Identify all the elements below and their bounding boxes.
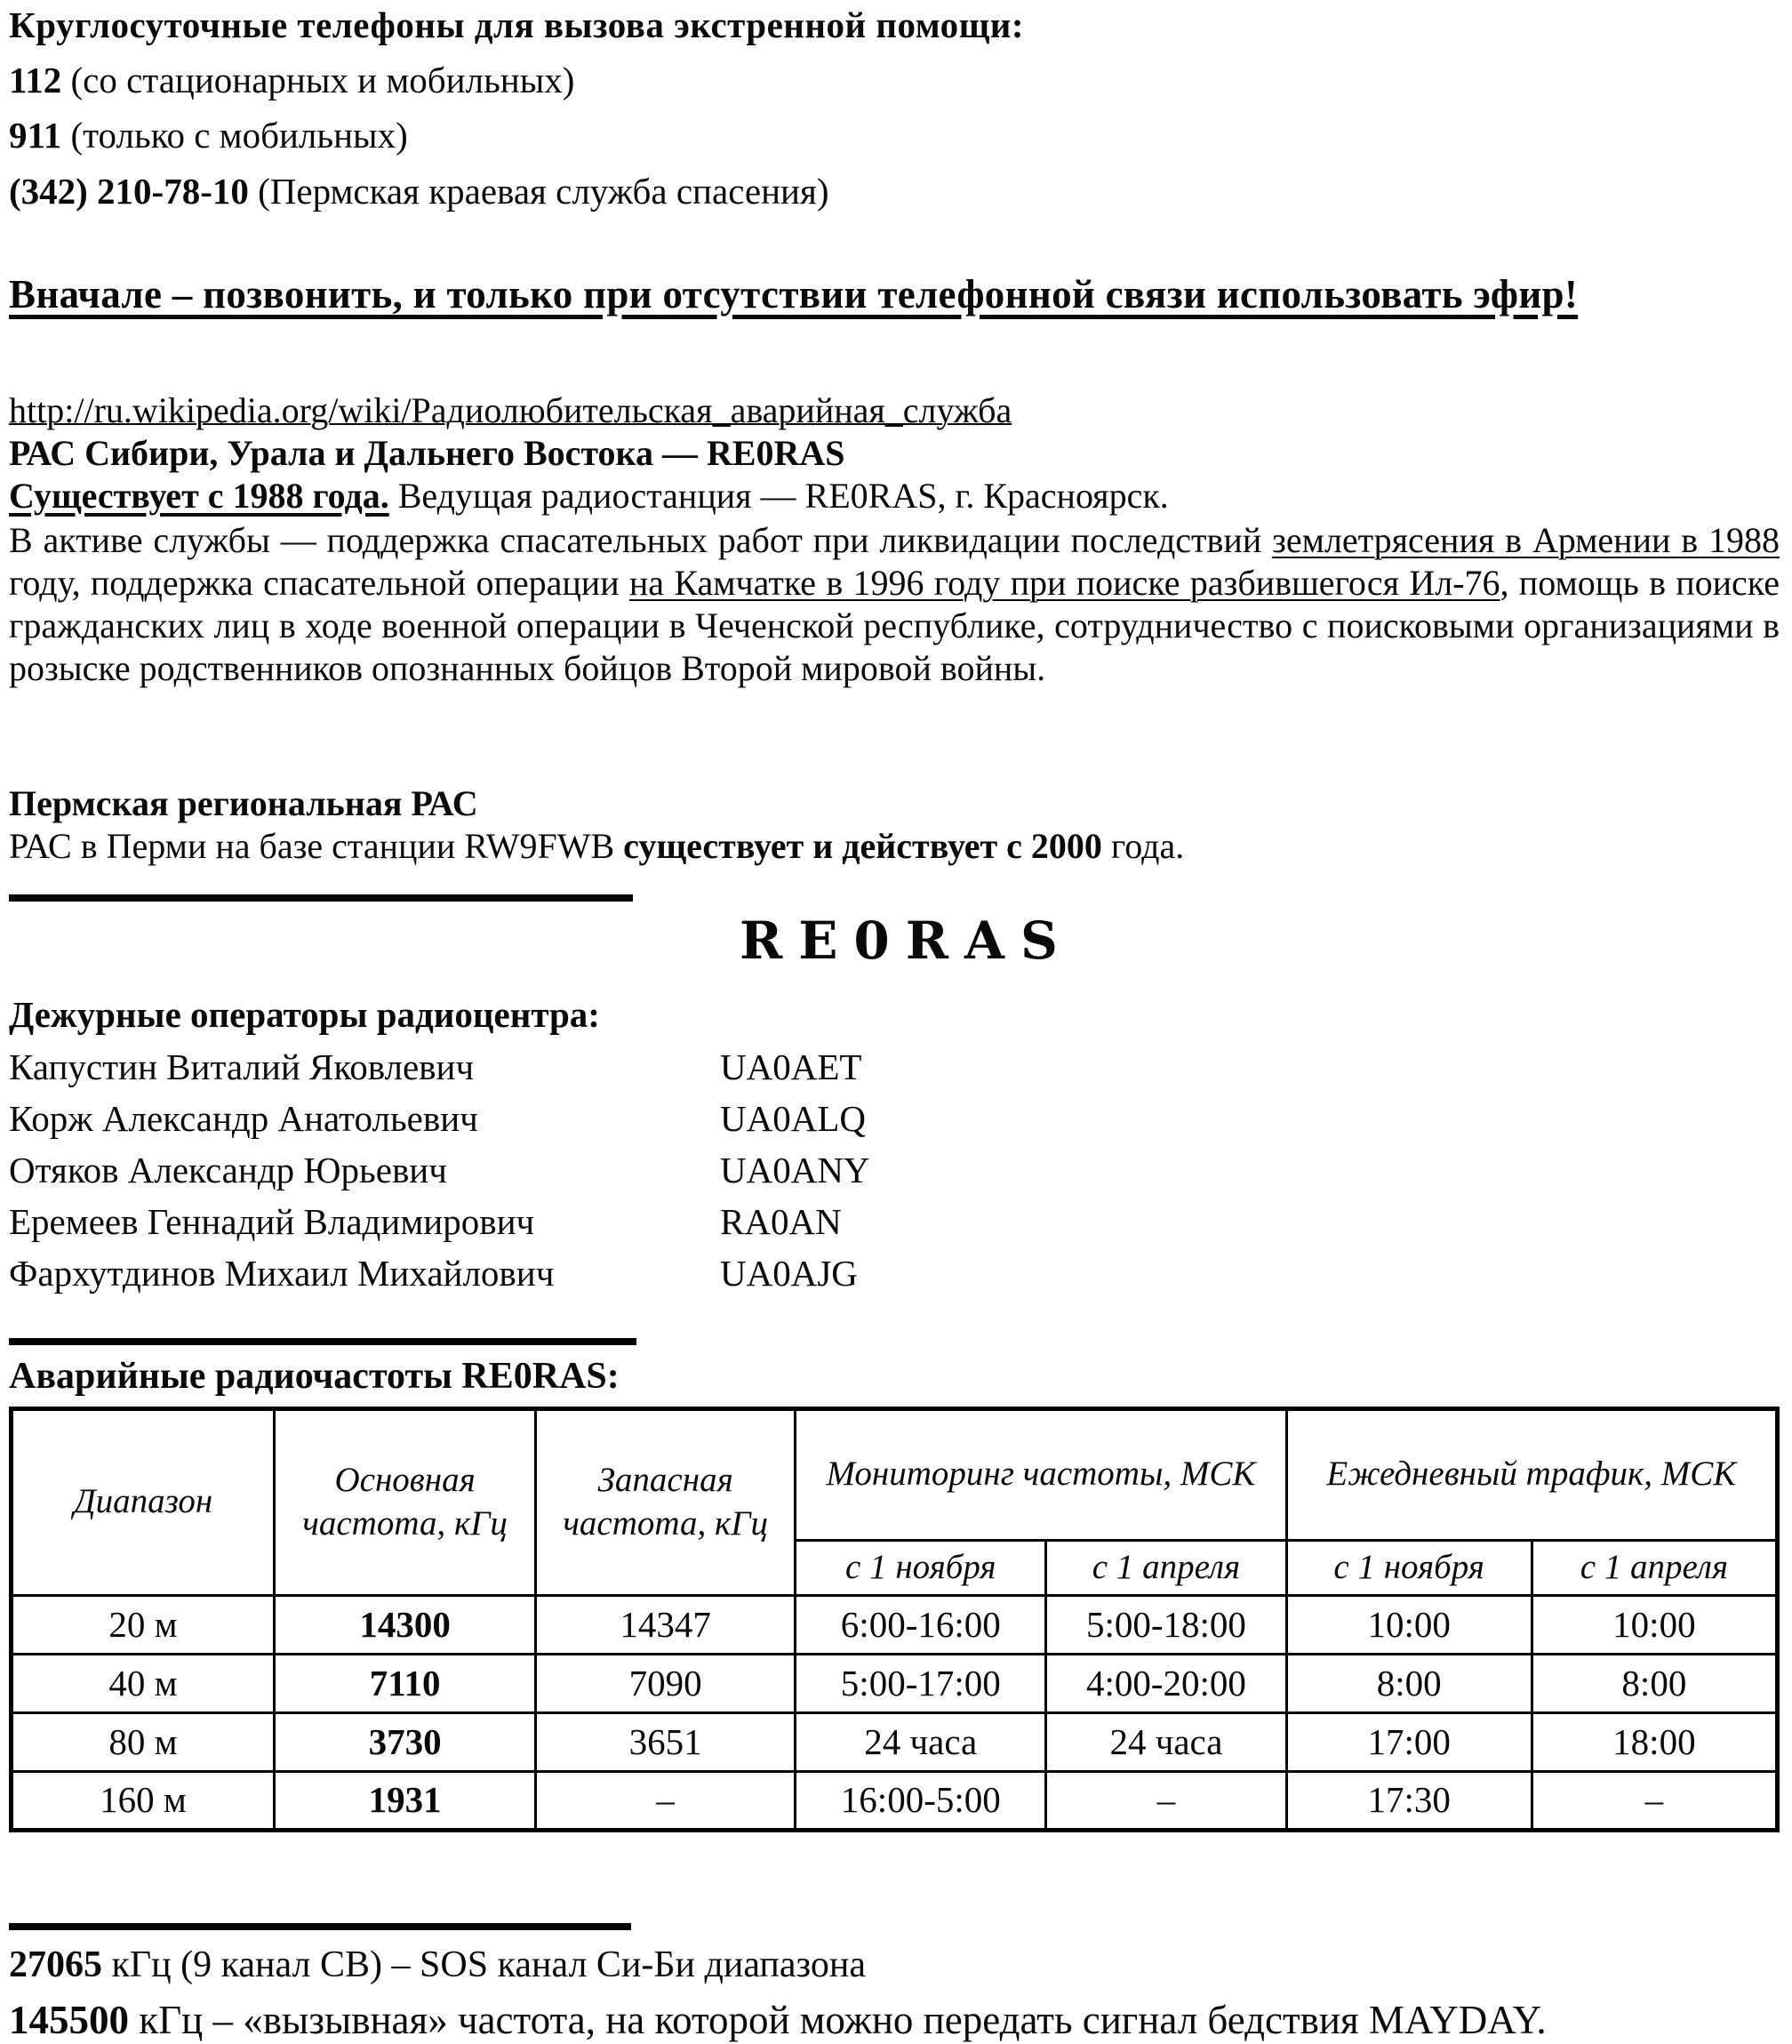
col-header-monitoring: Мониторинг частоты, МСК [796,1408,1286,1540]
cell-main-freq: 3730 [275,1712,536,1771]
cell-daily-november: 17:00 [1286,1712,1532,1771]
cell-monitoring-november: 6:00-16:00 [796,1595,1046,1654]
history-text: , помощь в поиске гражданских лиц в ходе военной операции в Чеченской республике, сотрудничество с поисковыми организациями в розыске родственников опознанных бойцов Второй мировой войны. [9,562,1780,688]
cell-monitoring-april: – [1046,1771,1286,1830]
col-header-backup-freq: Запасная частота, кГц [536,1408,796,1595]
subcol-header-from-april: с 1 апреля [1046,1540,1286,1595]
cell-backup-freq: 14347 [536,1595,796,1654]
perm-ras-text [9,825,1780,868]
phone-line-112 [9,59,1780,102]
col-header-daily-traffic: Ежедневный трафик, МСК [1286,1408,1777,1540]
phone-number: 911 [9,115,62,156]
ras-history-paragraph [9,519,1780,690]
perm-text: года. [1101,825,1185,866]
history-underlined-armenia: землетрясения в Армении в 1988 [1272,519,1780,560]
cb-description: кГц (9 канал СВ) – SOS канал Си-Би диапазона [102,1944,867,1985]
ras-region-heading: РАС Сибири, Урала и Дальнего Востока — RE0RAS [9,432,845,473]
table-row-20m [12,1595,1778,1654]
subcol-header-from-november: с 1 ноября [1286,1540,1532,1595]
perm-ras-section [9,782,1780,868]
cell-band: 20 м [12,1595,275,1654]
cell-backup-freq: 3651 [536,1712,796,1771]
phone-number: 112 [9,60,62,101]
phone-number: (342) 210-78-10 [9,170,249,212]
cell-main-freq: 7110 [275,1654,536,1712]
cell-backup-freq: – [536,1771,796,1830]
section-divider [9,1338,636,1345]
perm-text: РАС в Перми на базе станции RW9FWB [9,825,624,866]
emergency-phones-heading: Круглосуточные телефоны для вызова экстренной помощи: [9,4,1025,45]
call-first-warning: Вначале – позвонить, и только при отсутствии телефонной связи использовать эфир! [9,271,1579,317]
operator-row [9,1252,1780,1295]
phone-line-rescue-service [9,170,1780,213]
cell-monitoring-november: 5:00-17:00 [796,1654,1046,1712]
cell-daily-april: 8:00 [1532,1654,1777,1712]
exists-since: Существует с 1988 года. [9,475,389,516]
cell-monitoring-november: 16:00-5:00 [796,1771,1046,1830]
operator-name: Капустин Виталий Яковлевич [9,1046,475,1087]
section-divider [9,1923,631,1930]
cell-backup-freq: 7090 [536,1654,796,1712]
cell-monitoring-april: 4:00-20:00 [1046,1654,1286,1712]
cell-daily-april: 18:00 [1532,1712,1777,1771]
operator-callsign: UA0ANY [720,1149,870,1190]
subcol-header-from-april: с 1 апреля [1532,1540,1777,1595]
cell-monitoring-november: 24 часа [796,1712,1046,1771]
table-row-80m [12,1712,1778,1771]
phone-note: (только с мобильных) [61,115,408,156]
operator-callsign: RA0AN [720,1201,842,1243]
cell-band: 160 м [12,1771,275,1830]
operator-callsign: UA0ALQ [720,1097,866,1139]
operator-name: Отяков Александр Юрьевич [9,1149,447,1190]
operator-row [9,1200,1780,1244]
cell-band: 80 м [12,1712,275,1771]
freq-table-heading: Аварийные радиочастоты RE0RAS: [9,1356,620,1398]
subcol-header-from-november: с 1 ноября [796,1540,1046,1595]
cell-daily-april: 10:00 [1532,1595,1777,1654]
emergency-frequencies-table [9,1407,1780,1832]
operator-name: Еремеев Геннадий Владимирович [9,1201,535,1243]
col-header-main-freq: Основная частота, кГц [275,1408,536,1595]
operator-row [9,1097,1780,1141]
table-row-40m [12,1654,1778,1712]
col-header-band: Диапазон [12,1408,275,1595]
operator-row [9,1149,1780,1192]
exists-since-line [9,475,1780,517]
mayday-frequency: 145500 [9,1998,129,2043]
cell-daily-november: 8:00 [1286,1654,1532,1712]
cell-monitoring-april: 5:00-18:00 [1046,1595,1286,1654]
operators-section [9,993,1780,1295]
cell-band: 40 м [12,1654,275,1712]
phone-note: (со стационарных и мобильных) [61,60,575,101]
mayday-line [9,1996,1780,2044]
ras-wiki-section [9,389,1780,690]
history-underlined-kamchatka: на Камчатке в 1996 году при поиске разбившегося Ил-76 [628,562,1500,603]
cb-sos-line [9,1943,1780,1987]
cell-daily-april: – [1532,1771,1777,1830]
mayday-description: кГц – «вызывная» частота, на которой можно передать сигнал бедствия MAYDAY. [129,1998,1547,2043]
re0ras-logo: RE0RAS [740,910,1074,971]
operator-callsign: UA0AET [720,1046,862,1087]
operator-row [9,1046,1780,1089]
perm-ras-heading: Пермская региональная РАС [9,782,478,823]
operator-name: Фархутдинов Михаил Михайлович [9,1253,555,1295]
operators-heading: Дежурные операторы радиоцентра: [9,994,600,1036]
perm-text-bold: существует и действует с 2000 [623,825,1102,866]
table-row-160m [12,1771,1778,1830]
cell-main-freq: 1931 [275,1771,536,1830]
history-text: В активе службы — поддержка спасательных работ при ликвидации последствий [9,519,1273,560]
phone-note: (Пермская краевая служба спасения) [248,170,829,212]
wiki-link-line [9,389,1780,432]
cell-main-freq: 14300 [275,1595,536,1654]
operator-callsign: UA0AJG [720,1253,858,1295]
leading-station: Ведущая радиостанция — RE0RAS, г. Красноярск. [388,475,1169,516]
wiki-link[interactable]: http://ru.wikipedia.org/wiki/Радиолюбительская_аварийная_служба [9,389,1012,430]
cell-daily-november: 10:00 [1286,1595,1532,1654]
section-divider [9,894,633,902]
phone-line-911 [9,114,1780,157]
cell-monitoring-april: 24 часа [1046,1712,1286,1771]
operator-name: Корж Александр Анатольевич [9,1097,478,1139]
cb-frequency: 27065 [9,1944,102,1985]
history-text: году, поддержка спасательной операции [9,562,629,603]
cell-daily-november: 17:30 [1286,1771,1532,1830]
